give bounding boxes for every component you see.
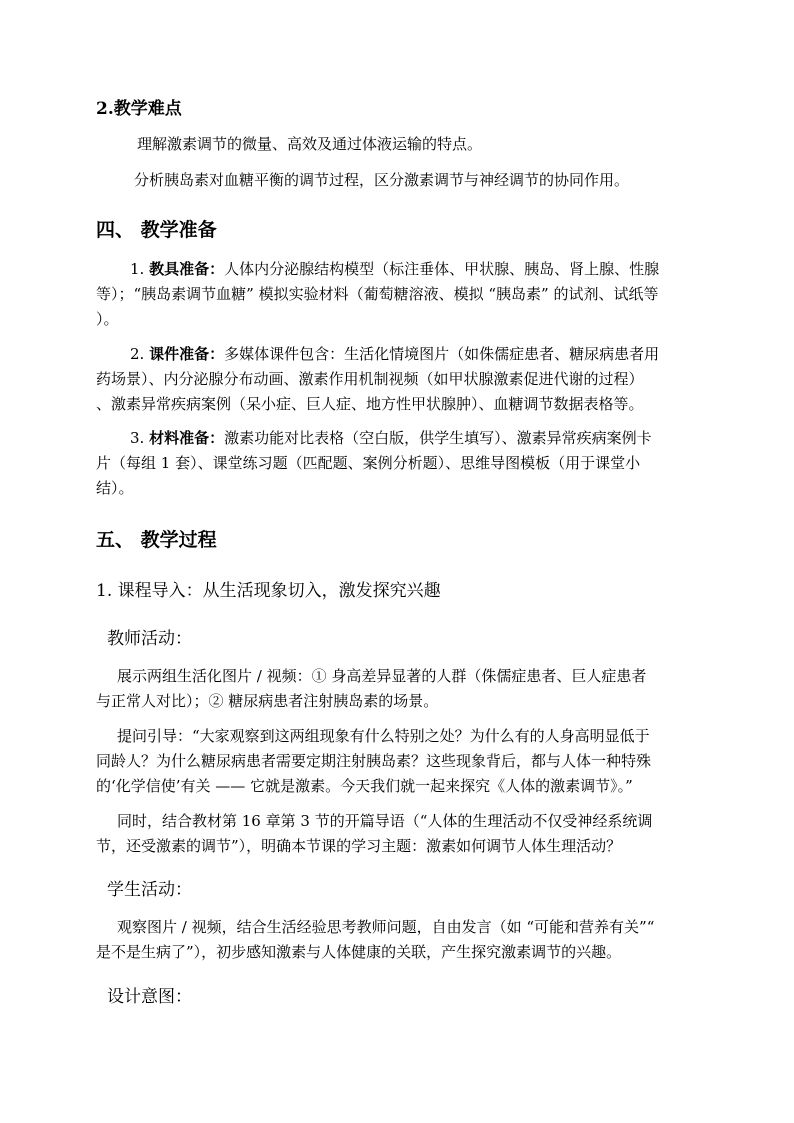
paragraph: 与正常人对比）；② 糖尿病患者注射胰岛素的场景。 — [96, 692, 439, 710]
paragraph: 节，还受激素的调节”），明确本节课的学习主题：激素如何调节人体生理活动？ — [96, 837, 622, 855]
prep-item-1-line-2: 等）；“胰岛素调节血糖” 模拟实验材料（葡萄糖溶液、模拟 “胰岛素” 的试剂、试纸等 — [96, 285, 659, 303]
prep-item-3-line-2: 片（每组 1 套）、课堂练习题（匹配题、案例分析题）、思维导图模板（用于课堂小 — [96, 454, 641, 472]
paragraph: 的‘化学信使’有关 —— 它就是激素。今天我们就一起来探究《人体的激素调节》。” — [96, 777, 633, 795]
section-heading-difficulty: 2.教学难点 — [96, 99, 182, 119]
student-activity-heading: 学生活动： — [107, 880, 192, 900]
item-label: 课件准备 — [149, 345, 210, 363]
design-intent-heading: 设计意图： — [107, 987, 192, 1007]
item-number: 3. — [130, 429, 145, 447]
teacher-activity-heading: 教师活动： — [107, 629, 192, 649]
item-label: 教具准备 — [149, 260, 210, 278]
item-text: 激素功能对比表格（空白版，供学生填写）、激素异常疾病案例卡 — [224, 429, 652, 447]
prep-item-2-line-3: 、激素异常疾病案例（呆小症、巨人症、地方性甲状腺肿）、血糖调节数据表格等。 — [96, 395, 644, 413]
prep-item-3-line-3: 结）。 — [96, 479, 134, 497]
prep-item-2-line-2: 药场景）、内分泌腺分布动画、激素作用机制视频（如甲状腺激素促进代谢的过程） — [96, 370, 644, 388]
section-heading-process: 五、 教学过程 — [96, 529, 217, 551]
subsection-heading-intro: 1. 课程导入：从生活现象切入，激发探究兴趣 — [96, 581, 441, 601]
item-colon: ： — [209, 429, 225, 447]
item-colon: ： — [209, 345, 225, 363]
item-colon: ： — [209, 260, 225, 278]
section-heading-prep: 四、 教学准备 — [96, 219, 217, 241]
prep-item-1-line-3: ）。 — [96, 310, 119, 328]
paragraph: 是不是生病了”），初步感知激素与人体健康的关联，产生探究激素调节的兴趣。 — [96, 943, 622, 961]
item-text: 人体内分泌腺结构模型（标注垂体、甲状腺、胰岛、肾上腺、性腺 — [224, 260, 660, 278]
paragraph: 观察图片 / 视频，结合生活经验思考教师问题，自由发言（如 “可能和营养有关”“ — [117, 918, 655, 936]
paragraph: 展示两组生活化图片 / 视频：① 身高差异显著的人群（侏儒症患者、巨人症患者 — [117, 667, 647, 685]
paragraph: 同龄人？为什么糖尿病患者需要定期注射胰岛素？这些现象背后，都与人体一种特殊 — [96, 752, 652, 770]
item-label: 材料准备 — [149, 429, 210, 447]
prep-item-3-line-1 — [130, 428, 652, 448]
item-number: 1. — [130, 260, 145, 278]
prep-item-1-line-1 — [130, 259, 659, 279]
paragraph: 理解激素调节的微量、高效及通过体液运输的特点。 — [137, 135, 483, 153]
item-number: 2. — [130, 345, 145, 363]
paragraph: 分析胰岛素对血糖平衡的调节过程，区分激素调节与神经调节的协同作用。 — [134, 171, 630, 189]
paragraph: 同时，结合教材第 16 章第 3 节的开篇导语（“人体的生理活动不仅受神经系统调 — [117, 812, 653, 830]
item-text: 多媒体课件包含：生活化情境图片（如侏儒症患者、糖尿病患者用 — [224, 345, 660, 363]
prep-item-2-line-1 — [130, 344, 659, 364]
paragraph: 提问引导：“大家观察到这两组现象有什么特别之处？为什么有的人身高明显低于 — [117, 727, 650, 745]
